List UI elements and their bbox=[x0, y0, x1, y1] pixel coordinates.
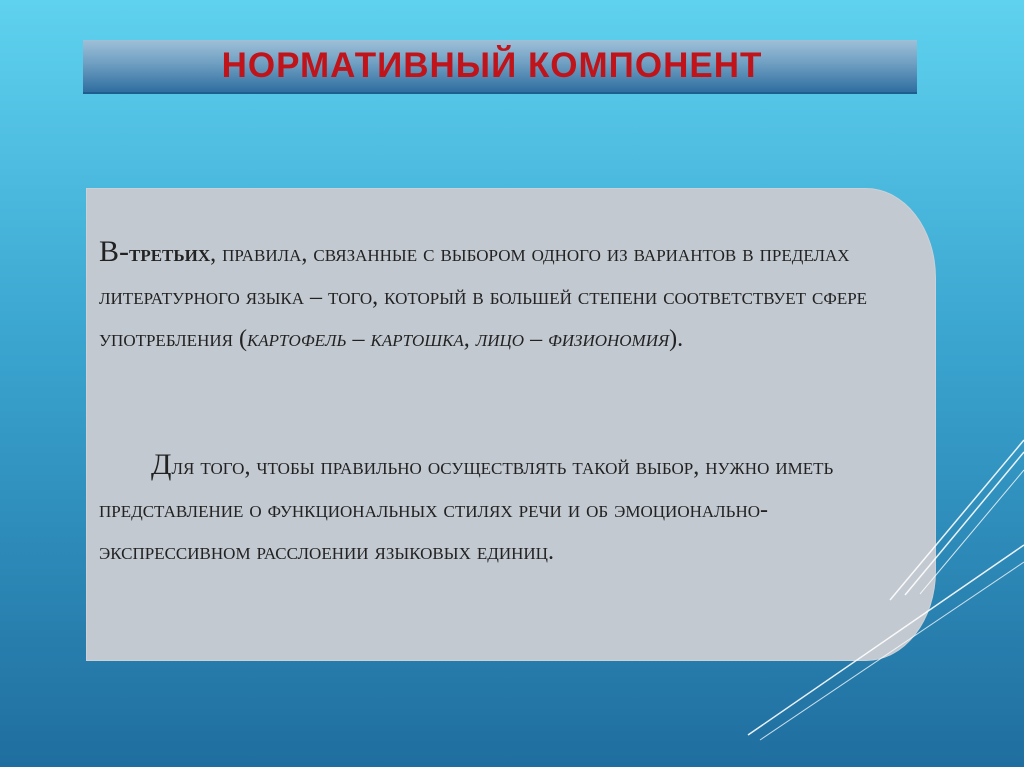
paragraph-2-lead: Д bbox=[151, 448, 172, 481]
content-box bbox=[86, 188, 936, 661]
paragraph-1-text-a: , правила, связанные с выбором одного из вариантов в пределах литературного языка – того, который в большей степени соответствует сфере употребления ( bbox=[99, 241, 868, 352]
paragraph-2-text: ля того, чтобы правильно осуществлять такой выбор, нужно иметь представление о функциональных стилях речи и об эмоционально-экспрессивном расслоении языковых единиц. bbox=[99, 454, 834, 565]
title-bar bbox=[83, 40, 917, 94]
paragraph-2 bbox=[99, 444, 919, 574]
paragraph-1-example: картофель – картошка, лицо – физиономия bbox=[246, 326, 670, 352]
paragraph-1-lead: В- bbox=[99, 235, 129, 268]
slide-title: НОРМАТИВНЫЙ КОМПОНЕНТ bbox=[221, 46, 763, 85]
paragraph-1-text-b: ). bbox=[669, 326, 684, 352]
paragraph-1-lead-rest: третьих bbox=[129, 241, 211, 267]
paragraph-1 bbox=[99, 231, 919, 361]
